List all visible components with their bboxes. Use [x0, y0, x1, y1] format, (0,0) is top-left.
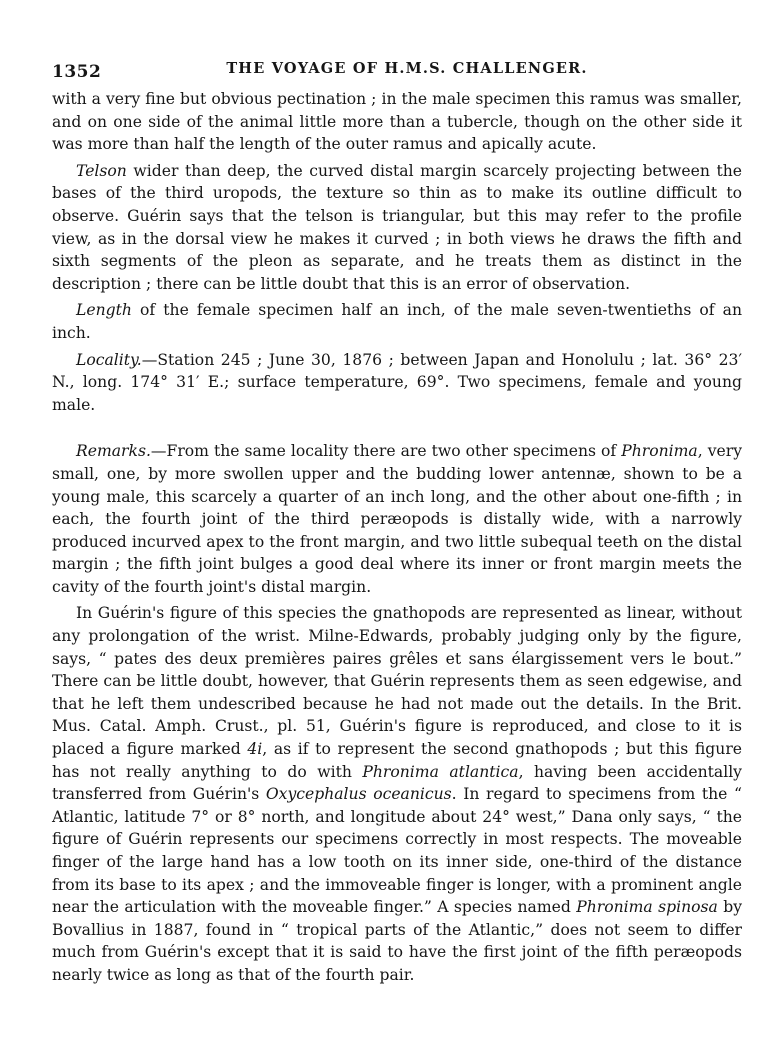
page-header [52, 58, 742, 88]
paragraph-lead: Length [76, 301, 132, 320]
paragraph-lead: Remarks. [76, 442, 151, 461]
paragraph-guerin-figure: In Guérin's figure of this species the gnathopods are represented as linear, without any prolongation of the wrist. Milne-Edwards, probably judging only by the figure, says, “ pates des deux premières paires grêles et sans élargissement vers le bout.” There can be little doubt, however, that Guérin represents them as seen edgewise, and that he left them undescribed because he had not made out the details. In the Brit. Mus. Catal. Amph. Crust., pl. 51, Guérin's figure is reproduced, and close to it is placed a figure marked 4i, as if to represent the second gnathopods ; but this figure has not really anything to do with Phronima atlantica, having been accidentally transferred from Guérin's Oxycephalus oceanicus. In regard to specimens from the “ Atlantic, latitude 7° or 8° north, and longitude about 24° west,” Dana only says, “ the figure of Guérin represents our specimens correctly in most respects. The moveable finger of the large hand has a low tooth on its inner side, one-third of the distance from its base to its apex ; and the immoveable finger is longer, with a prominent angle near the articulation with the moveable finger.” A species named Phronima spinosa by Bovallius in 1887, found in “ tropical parts of the Atlantic,” does not seem to differ much from Guérin's except that it is said to have the first joint of the fifth peræopods nearly twice as long as that of the fourth pair. [52, 604, 743, 984]
page [52, 58, 742, 987]
paragraph-locality: Locality.—Station 245 ; June 30, 1876 ; between Japan and Honolulu ; lat. 36° 23′ N., long. 174° 31′ E.; surface temperature, 69°. Two specimens, female and young male. [52, 350, 742, 414]
paragraph-remarks: Remarks.—From the same locality there are two other specimens of Phronima, very small, one, by more swollen upper and the budding lower antennæ, shown to be a young male, this scarcely a quarter of an inch long, and the other about one-fifth ; in each, the fourth joint of the third peræopods is distally wide, with a narrowly produced incurved apex to the front margin, and two little subequal teeth on the distal margin ; the fifth joint bulges a good deal where its inner or front margin meets the cavity of the fourth joint's distal margin. [52, 442, 742, 596]
paragraph-lead: Telson [76, 161, 127, 180]
paragraph-length: Length of the female specimen half an inch, of the male seven-twentieths of an inch. [52, 301, 742, 342]
body-text [52, 88, 742, 987]
page-number: 1352 [52, 62, 102, 82]
paragraph-telson: Telson wider than deep, the curved distal margin scarcely projecting between the bases of the third uropods, the texture so thin as to make its outline difficult to observe. Guérin says that the telson is triangular, but this may refer to the profile view, as in the dorsal view he makes it curved ; in both views he draws the fifth and sixth segments of the pleon as separate, and he treats them as distinct in the description ; there can be little doubt that this is an error of observation. [52, 161, 742, 293]
running-title: THE VOYAGE OF H.M.S. CHALLENGER. [226, 60, 588, 77]
paragraph-continuation: with a very fine but obvious pectination ; in the male specimen this ramus was smaller, and on one side of the animal little more than a tubercle, though on the other side it was more than half the length of the outer ramus and apically acute. [52, 90, 742, 154]
paragraph-lead: Locality. [76, 350, 142, 369]
